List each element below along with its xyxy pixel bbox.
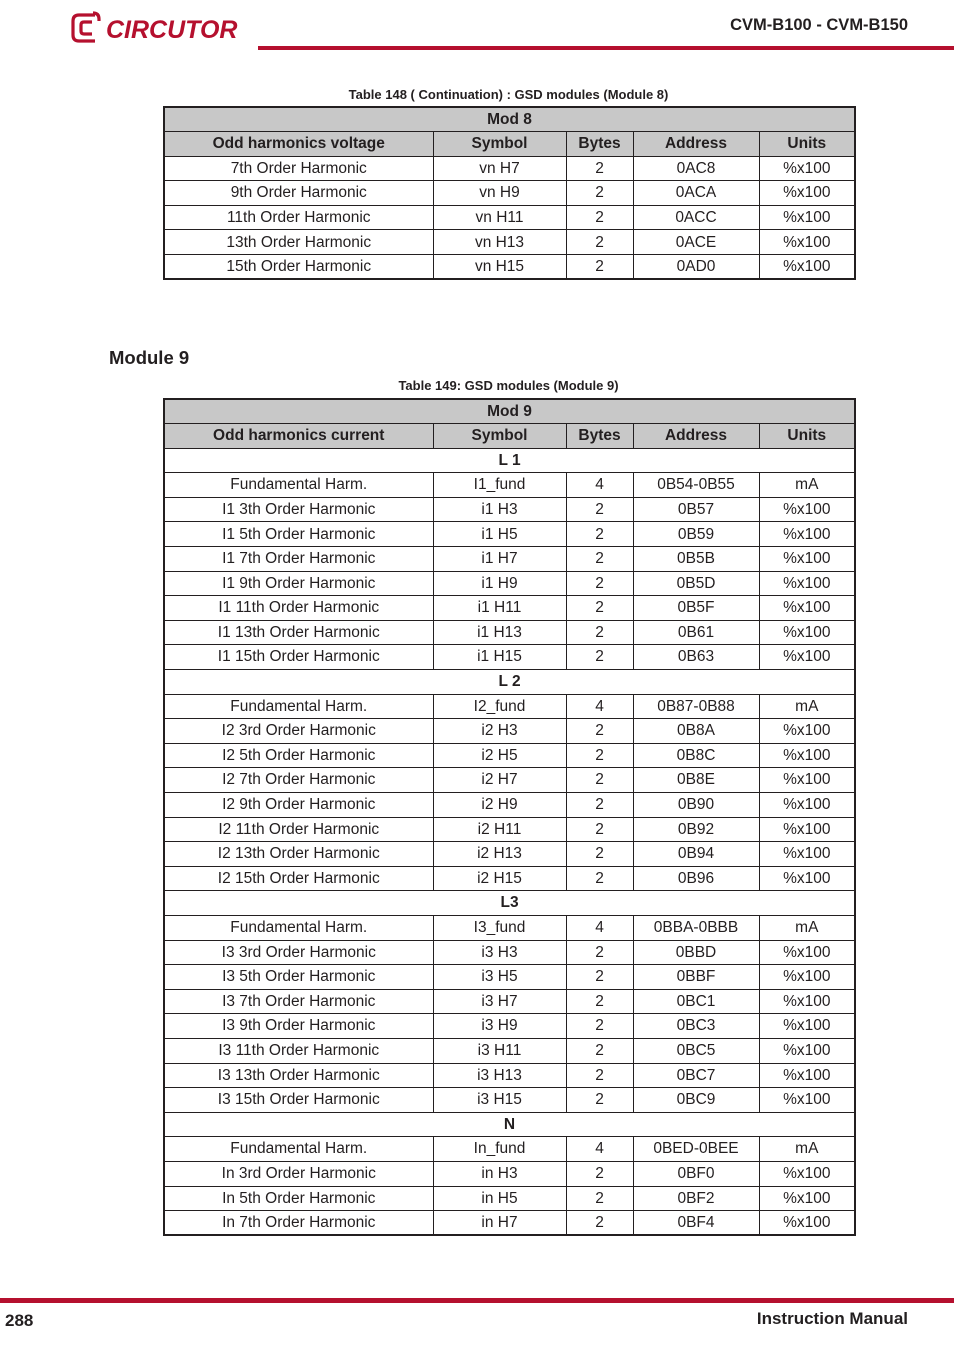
symbol-cell: i3 H3	[433, 940, 566, 965]
column-header: Units	[759, 132, 855, 157]
group-label: L3	[164, 891, 855, 916]
address-cell: 0BF4	[633, 1211, 759, 1236]
units-cell: mA	[759, 915, 855, 940]
symbol-cell: vn H7	[433, 156, 566, 181]
column-header: Bytes	[566, 132, 633, 157]
symbol-cell: i3 H15	[433, 1088, 566, 1113]
units-cell: %x100	[759, 547, 855, 572]
address-cell: 0BC9	[633, 1088, 759, 1113]
table-row	[164, 1186, 855, 1211]
table-row	[164, 1063, 855, 1088]
bytes-cell: 2	[566, 596, 633, 621]
symbol-cell: in H3	[433, 1161, 566, 1186]
table-row	[164, 620, 855, 645]
table-row	[164, 915, 855, 940]
units-cell: %x100	[759, 1088, 855, 1113]
table-row	[164, 1137, 855, 1162]
description-cell: 7th Order Harmonic	[164, 156, 433, 181]
description-cell: I2 5th Order Harmonic	[164, 743, 433, 768]
column-header: Bytes	[566, 424, 633, 449]
page-number: 288	[5, 1311, 34, 1330]
address-cell: 0BBA-0BBB	[633, 915, 759, 940]
units-cell: mA	[759, 1137, 855, 1162]
bytes-cell: 2	[566, 620, 633, 645]
symbol-cell: i2 H15	[433, 866, 566, 891]
units-cell: %x100	[759, 1063, 855, 1088]
address-cell: 0B90	[633, 793, 759, 818]
address-cell: 0BC5	[633, 1038, 759, 1063]
symbol-cell: i1 H7	[433, 547, 566, 572]
table-row	[164, 866, 855, 891]
description-cell: I2 11th Order Harmonic	[164, 817, 433, 842]
table-row	[164, 743, 855, 768]
units-cell: %x100	[759, 743, 855, 768]
group-label: L 1	[164, 448, 855, 473]
bytes-cell: 2	[566, 497, 633, 522]
address-cell: 0B8C	[633, 743, 759, 768]
table-148	[163, 106, 856, 280]
address-cell: 0B5D	[633, 571, 759, 596]
column-header: Odd harmonics voltage	[164, 132, 433, 157]
address-cell: 0B5F	[633, 596, 759, 621]
units-cell: mA	[759, 694, 855, 719]
table-row	[164, 1014, 855, 1039]
description-cell: I2 7th Order Harmonic	[164, 768, 433, 793]
address-cell: 0B57	[633, 497, 759, 522]
address-cell: 0BF0	[633, 1161, 759, 1186]
table-row	[164, 497, 855, 522]
bytes-cell: 2	[566, 230, 633, 255]
symbol-cell: i3 H7	[433, 989, 566, 1014]
units-cell: %x100	[759, 596, 855, 621]
bytes-cell: 2	[566, 817, 633, 842]
column-header: Odd harmonics current	[164, 424, 433, 449]
table-row	[164, 940, 855, 965]
bytes-cell: 2	[566, 866, 633, 891]
symbol-cell: i1 H5	[433, 522, 566, 547]
table-row	[164, 156, 855, 181]
bytes-cell: 4	[566, 915, 633, 940]
description-cell: I1 11th Order Harmonic	[164, 596, 433, 621]
description-cell: 11th Order Harmonic	[164, 205, 433, 230]
bytes-cell: 4	[566, 473, 633, 498]
address-cell: 0B59	[633, 522, 759, 547]
symbol-cell: vn H11	[433, 205, 566, 230]
column-header: Address	[633, 424, 759, 449]
units-cell: %x100	[759, 965, 855, 990]
section-heading: Module 9	[109, 347, 190, 368]
bytes-cell: 2	[566, 842, 633, 867]
module-header: Mod 9	[164, 399, 855, 424]
column-header: Units	[759, 424, 855, 449]
column-header: Symbol	[433, 424, 566, 449]
symbol-cell: i3 H9	[433, 1014, 566, 1039]
address-cell: 0B87-0B88	[633, 694, 759, 719]
bytes-cell: 2	[566, 156, 633, 181]
table-row	[164, 547, 855, 572]
units-cell: %x100	[759, 1014, 855, 1039]
units-cell: %x100	[759, 768, 855, 793]
symbol-cell: i1 H13	[433, 620, 566, 645]
table-149-caption: Table 149: GSD modules (Module 9)	[398, 378, 619, 393]
address-cell: 0BBF	[633, 965, 759, 990]
address-cell: 0BC3	[633, 1014, 759, 1039]
units-cell: %x100	[759, 989, 855, 1014]
bytes-cell: 2	[566, 571, 633, 596]
description-cell: I1 13th Order Harmonic	[164, 620, 433, 645]
document-title: CVM-B100 - CVM-B150	[730, 16, 908, 34]
table-row	[164, 645, 855, 670]
symbol-cell: I3_fund	[433, 915, 566, 940]
address-cell: 0B63	[633, 645, 759, 670]
units-cell: %x100	[759, 1038, 855, 1063]
group-label: L 2	[164, 670, 855, 695]
brand-wordmark: CIRCUTOR	[106, 16, 238, 44]
address-cell: 0BED-0BEE	[633, 1137, 759, 1162]
table-row	[164, 181, 855, 206]
address-cell: 0BC1	[633, 989, 759, 1014]
units-cell: %x100	[759, 645, 855, 670]
units-cell: %x100	[759, 817, 855, 842]
bytes-cell: 2	[566, 522, 633, 547]
symbol-cell: i1 H15	[433, 645, 566, 670]
description-cell: In 5th Order Harmonic	[164, 1186, 433, 1211]
symbol-cell: i1 H11	[433, 596, 566, 621]
units-cell: %x100	[759, 571, 855, 596]
bytes-cell: 2	[566, 547, 633, 572]
table-row	[164, 694, 855, 719]
description-cell: I2 15th Order Harmonic	[164, 866, 433, 891]
symbol-cell: i2 H11	[433, 817, 566, 842]
table-row	[164, 473, 855, 498]
units-cell: %x100	[759, 522, 855, 547]
bytes-cell: 2	[566, 181, 633, 206]
address-cell: 0AC8	[633, 156, 759, 181]
symbol-cell: i2 H3	[433, 719, 566, 744]
address-cell: 0ACE	[633, 230, 759, 255]
table-row	[164, 768, 855, 793]
table-row	[164, 230, 855, 255]
description-cell: 9th Order Harmonic	[164, 181, 433, 206]
table-row	[164, 571, 855, 596]
address-cell: 0BBD	[633, 940, 759, 965]
units-cell: %x100	[759, 205, 855, 230]
bytes-cell: 2	[566, 965, 633, 990]
description-cell: I1 15th Order Harmonic	[164, 645, 433, 670]
units-cell: %x100	[759, 156, 855, 181]
symbol-cell: I2_fund	[433, 694, 566, 719]
column-header-row	[164, 424, 855, 449]
table-row	[164, 1038, 855, 1063]
description-cell: I3 11th Order Harmonic	[164, 1038, 433, 1063]
group-row	[164, 1112, 855, 1137]
description-cell: I3 13th Order Harmonic	[164, 1063, 433, 1088]
address-cell: 0AD0	[633, 255, 759, 280]
table-row	[164, 255, 855, 280]
footer-label: Instruction Manual	[756, 1309, 908, 1328]
units-cell: %x100	[759, 497, 855, 522]
address-cell: 0BF2	[633, 1186, 759, 1211]
table-148-caption: Table 148 ( Continuation) : GSD modules (Module 8)	[348, 87, 669, 102]
symbol-cell: In_fund	[433, 1137, 566, 1162]
description-cell: 15th Order Harmonic	[164, 255, 433, 280]
table-row	[164, 817, 855, 842]
symbol-cell: i1 H9	[433, 571, 566, 596]
units-cell: %x100	[759, 793, 855, 818]
bytes-cell: 2	[566, 768, 633, 793]
address-cell: 0B5B	[633, 547, 759, 572]
bytes-cell: 2	[566, 205, 633, 230]
address-cell: 0ACA	[633, 181, 759, 206]
address-cell: 0ACC	[633, 205, 759, 230]
address-cell: 0B54-0B55	[633, 473, 759, 498]
address-cell: 0B96	[633, 866, 759, 891]
description-cell: I3 5th Order Harmonic	[164, 965, 433, 990]
table-row	[164, 793, 855, 818]
address-cell: 0B61	[633, 620, 759, 645]
address-cell: 0B94	[633, 842, 759, 867]
description-cell: In 7th Order Harmonic	[164, 1211, 433, 1236]
group-row	[164, 448, 855, 473]
symbol-cell: in H7	[433, 1211, 566, 1236]
description-cell: Fundamental Harm.	[164, 473, 433, 498]
symbol-cell: vn H15	[433, 255, 566, 280]
description-cell: I2 3rd Order Harmonic	[164, 719, 433, 744]
footer-rule	[0, 1298, 954, 1303]
description-cell: I1 9th Order Harmonic	[164, 571, 433, 596]
symbol-cell: i1 H3	[433, 497, 566, 522]
module-header-row	[164, 107, 855, 132]
bytes-cell: 2	[566, 645, 633, 670]
units-cell: %x100	[759, 842, 855, 867]
symbol-cell: vn H9	[433, 181, 566, 206]
bytes-cell: 2	[566, 1038, 633, 1063]
description-cell: Fundamental Harm.	[164, 694, 433, 719]
units-cell: %x100	[759, 719, 855, 744]
address-cell: 0BC7	[633, 1063, 759, 1088]
units-cell: %x100	[759, 940, 855, 965]
bytes-cell: 2	[566, 1161, 633, 1186]
symbol-cell: i2 H5	[433, 743, 566, 768]
module-header: Mod 8	[164, 107, 855, 132]
bytes-cell: 4	[566, 1137, 633, 1162]
bytes-cell: 2	[566, 1211, 633, 1236]
table-row	[164, 1211, 855, 1236]
circutor-logo	[70, 10, 250, 46]
symbol-cell: i2 H9	[433, 793, 566, 818]
units-cell: %x100	[759, 1186, 855, 1211]
bytes-cell: 2	[566, 743, 633, 768]
column-header: Address	[633, 132, 759, 157]
description-cell: I2 13th Order Harmonic	[164, 842, 433, 867]
table-row	[164, 842, 855, 867]
units-cell: %x100	[759, 230, 855, 255]
units-cell: mA	[759, 473, 855, 498]
description-cell: I1 5th Order Harmonic	[164, 522, 433, 547]
description-cell: I3 7th Order Harmonic	[164, 989, 433, 1014]
units-cell: %x100	[759, 1161, 855, 1186]
units-cell: %x100	[759, 1211, 855, 1236]
units-cell: %x100	[759, 866, 855, 891]
symbol-cell: i3 H11	[433, 1038, 566, 1063]
bytes-cell: 2	[566, 1088, 633, 1113]
description-cell: I3 15th Order Harmonic	[164, 1088, 433, 1113]
symbol-cell: vn H13	[433, 230, 566, 255]
units-cell: %x100	[759, 181, 855, 206]
units-cell: %x100	[759, 255, 855, 280]
description-cell: I3 9th Order Harmonic	[164, 1014, 433, 1039]
table-row	[164, 205, 855, 230]
symbol-cell: i2 H13	[433, 842, 566, 867]
table-row	[164, 989, 855, 1014]
description-cell: I3 3rd Order Harmonic	[164, 940, 433, 965]
table-row	[164, 1161, 855, 1186]
table-row	[164, 596, 855, 621]
address-cell: 0B8A	[633, 719, 759, 744]
description-cell: I1 3th Order Harmonic	[164, 497, 433, 522]
module-header-row	[164, 399, 855, 424]
description-cell: Fundamental Harm.	[164, 915, 433, 940]
bytes-cell: 2	[566, 719, 633, 744]
description-cell: I2 9th Order Harmonic	[164, 793, 433, 818]
bytes-cell: 2	[566, 793, 633, 818]
table-149	[163, 398, 856, 1236]
table-row	[164, 965, 855, 990]
column-header-row	[164, 132, 855, 157]
table-row	[164, 522, 855, 547]
table-row	[164, 1088, 855, 1113]
bytes-cell: 2	[566, 989, 633, 1014]
address-cell: 0B92	[633, 817, 759, 842]
bytes-cell: 2	[566, 1186, 633, 1211]
group-row	[164, 670, 855, 695]
description-cell: I1 7th Order Harmonic	[164, 547, 433, 572]
description-cell: In 3rd Order Harmonic	[164, 1161, 433, 1186]
symbol-cell: in H5	[433, 1186, 566, 1211]
units-cell: %x100	[759, 620, 855, 645]
header-rule	[258, 46, 954, 50]
group-label: N	[164, 1112, 855, 1137]
description-cell: 13th Order Harmonic	[164, 230, 433, 255]
bytes-cell: 4	[566, 694, 633, 719]
symbol-cell: i3 H5	[433, 965, 566, 990]
bytes-cell: 2	[566, 1014, 633, 1039]
table-row	[164, 719, 855, 744]
symbol-cell: i2 H7	[433, 768, 566, 793]
address-cell: 0B8E	[633, 768, 759, 793]
symbol-cell: i3 H13	[433, 1063, 566, 1088]
symbol-cell: I1_fund	[433, 473, 566, 498]
bytes-cell: 2	[566, 255, 633, 280]
group-row	[164, 891, 855, 916]
bytes-cell: 2	[566, 1063, 633, 1088]
description-cell: Fundamental Harm.	[164, 1137, 433, 1162]
bytes-cell: 2	[566, 940, 633, 965]
column-header: Symbol	[433, 132, 566, 157]
